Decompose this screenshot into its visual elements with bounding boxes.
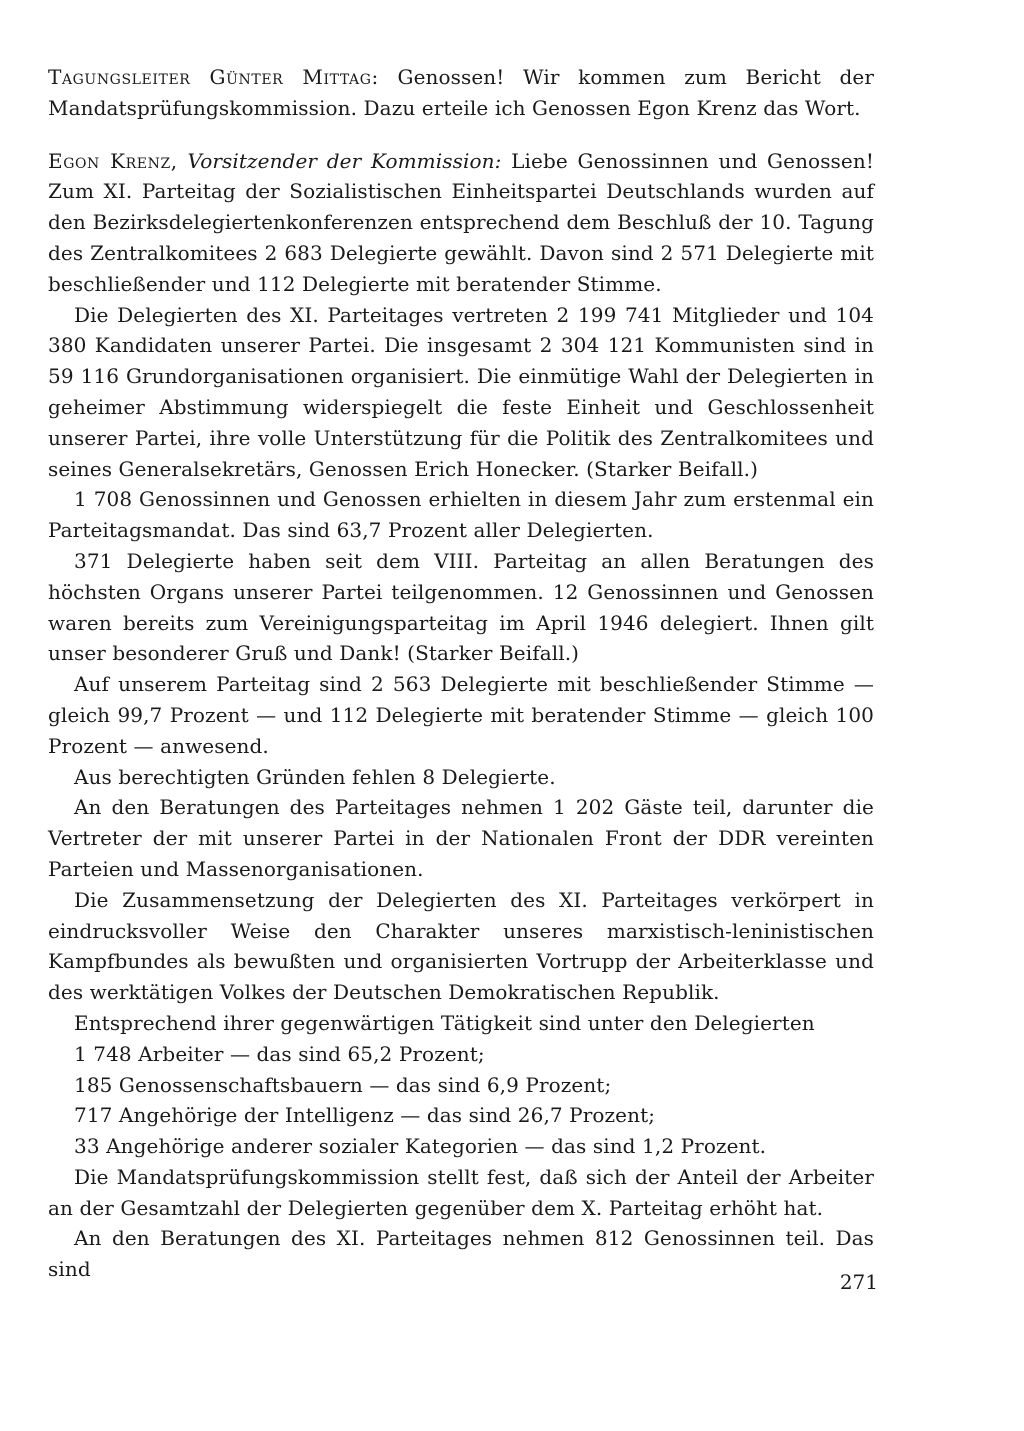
intro-text: Genossen! Wir kommen zum Bericht der Mandatsprüfungskommission. Dazu erteile ich Genossen Egon Krenz das Wort. — [48, 65, 875, 120]
speech-opening-paragraph — [48, 146, 874, 300]
body-paragraph: 371 Delegierte haben seit dem VIII. Parteitag an allen Beratungen des höchsten Organs unserer Partei teilgenommen. 12 Genossinnen und Genossen waren bereits zum Vereinigungsparteitag im April 1946 delegiert. Ihnen gilt unser besonderer Gruß und Dank! (Starker Beifall.) — [48, 548, 874, 666]
list-item: 33 Angehörige anderer sozialer Kategorien — das sind 1,2 Prozent. — [74, 1134, 767, 1159]
page-body — [48, 62, 874, 1285]
list-item: 717 Angehörige der Intelligenz — das sind 26,7 Prozent; — [74, 1103, 656, 1128]
page-number: 271 — [839, 1270, 878, 1294]
body-paragraph: An den Beratungen des Parteitages nehmen 1 202 Gäste teil, darunter die Vertreter der mit unserer Partei in der Nationalen Front der DDR vereinten Parteien und Massenorganisationen. — [48, 795, 874, 881]
list-item: 185 Genossenschaftsbauern — das sind 6,9 Prozent; — [74, 1072, 612, 1097]
speaker-name: Tagungsleiter Günter Mittag: — [48, 65, 379, 89]
body-paragraph: Die Zusammensetzung der Delegierten des XI. Parteitages verkörpert in eindrucksvoller Weise den Charakter unseres marxistisch-leninistischen Kampfbundes als bewußten und organisierten Vortrupp der Arbeiterklasse und des werktätigen Volkes der Deutschen Demokratischen Republik. — [48, 887, 874, 1005]
body-paragraph: An den Beratungen des XI. Parteitages nehmen 812 Genossinnen teil. Das sind — [48, 1226, 874, 1282]
intro-paragraph — [48, 62, 874, 124]
speaker-role: Vorsitzender der Kommission: — [187, 148, 502, 173]
body-paragraph: 1 708 Genossinnen und Genossen erhielten in diesem Jahr zum erstenmal ein Parteitagsmandat. Das sind 63,7 Prozent aller Delegierten. — [48, 487, 874, 543]
speech-opening-text: Liebe Genossinnen und Genossen! Zum XI. Parteitag der Sozialistischen Einheitspartei Deutschlands wurden auf den Bezirksdelegiertenkonferenzen entsprechend dem Beschluß der 10. Tagung des Zentralkomitees 2 683 Delegierte gewählt. Davon sind 2 571 Delegierte mit beschließender und 112 Delegierte mit beratender Stimme. — [48, 148, 874, 296]
body-paragraph: Die Mandatsprüfungskommission stellt fest, daß sich der Anteil der Arbeiter an der Gesamtzahl der Delegierten gegenüber dem X. Parteitag erhöht hat. — [48, 1164, 874, 1220]
body-paragraph: Auf unserem Parteitag sind 2 563 Delegierte mit beschließender Stimme — gleich 99,7 Prozent — und 112 Delegierte mit beratender Stimme — gleich 100 Prozent — anwesend. — [48, 672, 874, 758]
list-item: 1 748 Arbeiter — das sind 65,2 Prozent; — [74, 1041, 485, 1066]
speaker-name: Egon Krenz, — [48, 148, 178, 173]
body-paragraph: Die Delegierten des XI. Parteitages vertreten 2 199 741 Mitglieder und 104 380 Kandidaten unserer Partei. Die insgesamt 2 304 121 Kommunisten sind in 59 116 Grundorganisationen organisiert. Die einmütige Wahl der Delegierten in geheimer Abstimmung widerspiegelt die feste Einheit und Geschlossenheit unserer Partei, ihre volle Unterstützung für die Politik des Zentralkomitees und seines Generalsekretärs, Genossen Erich Honecker. (Starker Beifall.) — [48, 302, 874, 481]
list-intro: Entsprechend ihrer gegenwärtigen Tätigkeit sind unter den Delegierten — [74, 1010, 815, 1035]
body-paragraph: Aus berechtigten Gründen fehlen 8 Delegierte. — [74, 764, 556, 789]
